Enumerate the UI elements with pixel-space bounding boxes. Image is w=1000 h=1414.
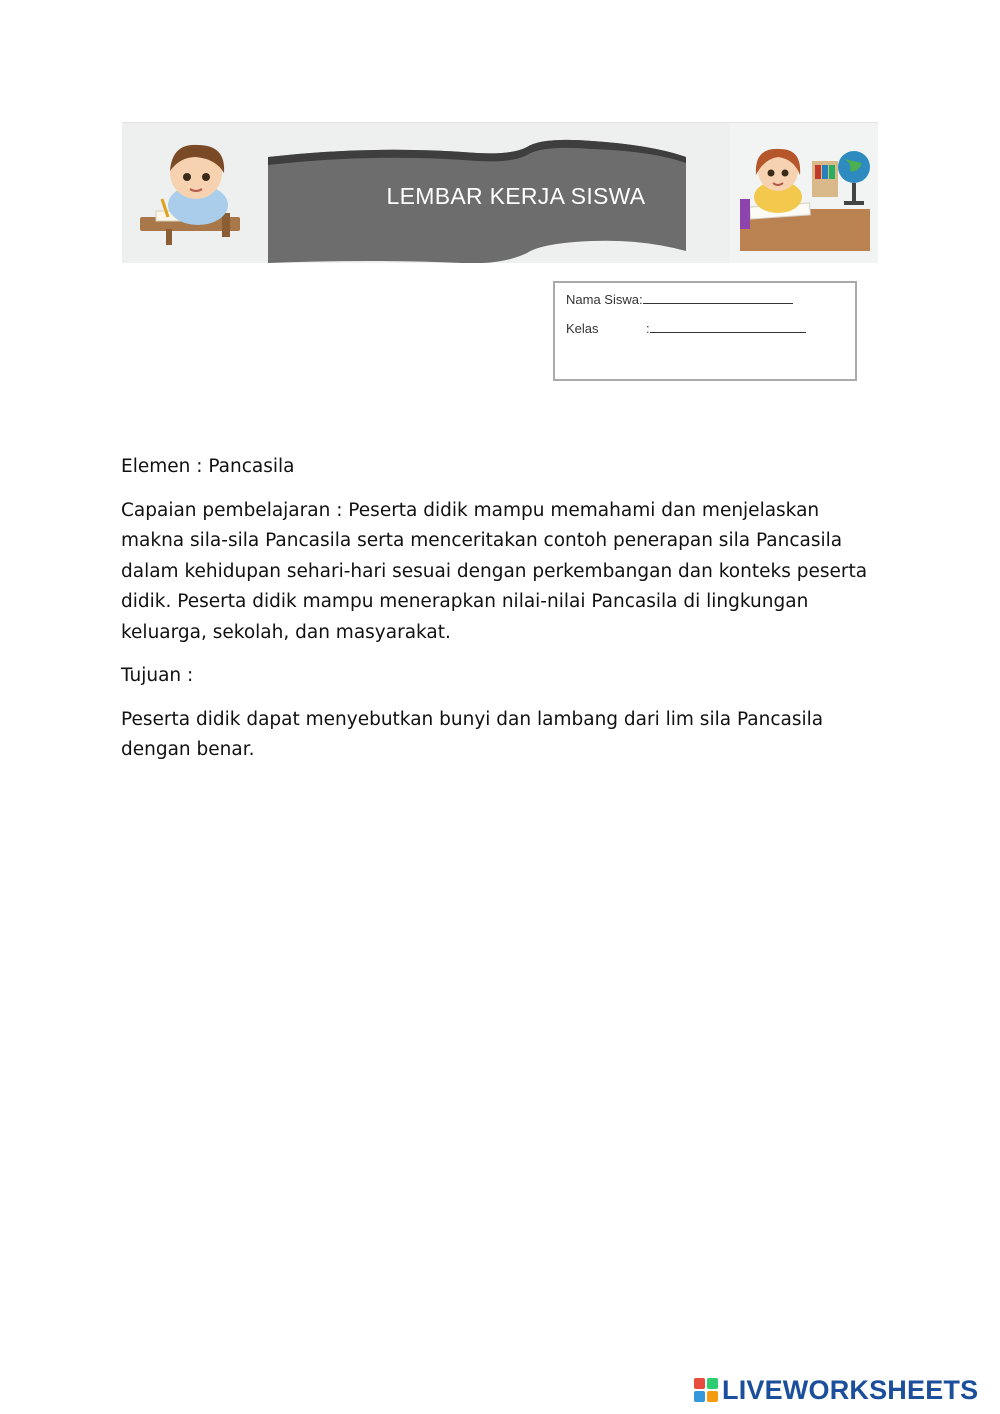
worksheet-banner xyxy=(122,122,878,263)
worksheet-content xyxy=(121,452,881,779)
liveworksheets-logo-text: LIVEWORKSHEETS xyxy=(722,1374,979,1405)
liveworksheets-logo xyxy=(694,1376,978,1404)
student-class-label: Kelas xyxy=(566,321,599,336)
student-class-row xyxy=(566,320,806,336)
student-name-label: Nama Siswa: xyxy=(566,292,643,307)
student-name-field[interactable] xyxy=(643,291,793,304)
student-class-field[interactable] xyxy=(650,320,806,333)
banner-title: LEMBAR KERJA SISWA xyxy=(386,183,646,209)
boy-writing-illustration xyxy=(136,133,246,248)
liveworksheets-logo-icon xyxy=(694,1378,718,1402)
student-name-row xyxy=(566,291,793,307)
element-text: Elemen : Pancasila xyxy=(121,456,295,477)
student-class-colon: : xyxy=(646,321,650,336)
achievement-text: Capaian pembelajaran : Peserta didik mampu memahami dan menjelaskan makna sila-sila Pancasila serta menceritakan contoh penerapan sila Pancasila dalam kehidupan sehari-hari sesuai dengan perkembangan dan konteks peserta didik. Peserta didik mampu menerapkan nilai-nilai Pancasila di lingkungan keluarga, sekolah, dan masyarakat. xyxy=(121,499,868,643)
girl-studying-illustration xyxy=(740,141,870,251)
goal-text: Peserta didik dapat menyebutkan bunyi dan lambang dari lim sila Pancasila dengan benar. xyxy=(121,708,824,760)
student-identity-box xyxy=(553,281,857,381)
goal-heading: Tujuan : xyxy=(121,665,194,686)
